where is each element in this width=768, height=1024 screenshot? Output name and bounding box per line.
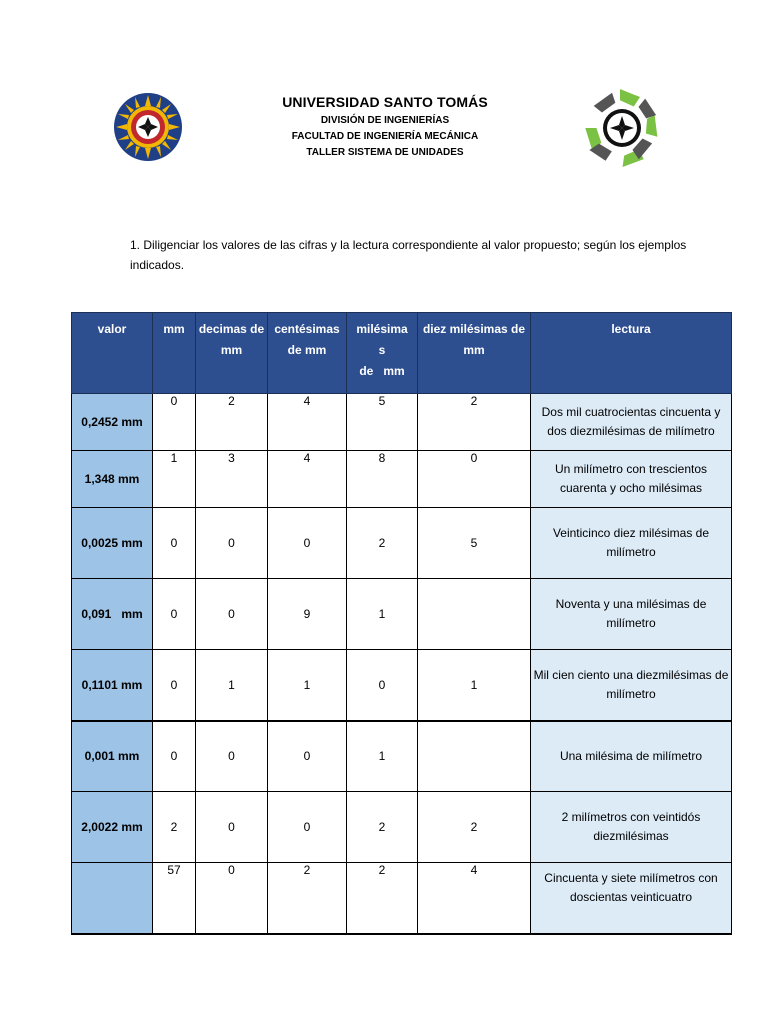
cell-diez-milesimas: 1 (418, 650, 531, 721)
header-diez-milesimas: diez milésimas de mm (418, 313, 531, 394)
table-row (72, 579, 732, 650)
cell-mm: 0 (153, 721, 196, 792)
instruction-text: 1. Diligenciar los valores de las cifras y la lectura correspondiente al valor propuesto; según los ejemplos indicados. (130, 238, 687, 272)
header-text-block (230, 94, 540, 161)
cell-diez-milesimas (418, 721, 531, 792)
cell-decimas: 0 (196, 863, 268, 934)
cell-milesimas: 1 (347, 721, 418, 792)
header-milesimas-line3: de mm (359, 364, 405, 378)
cell-valor (72, 863, 153, 934)
cell-lectura: Veinticinco diez milésimas de milímetro (531, 508, 732, 579)
header-mm: mm (153, 313, 196, 394)
cell-diez-milesimas (418, 579, 531, 650)
cell-mm: 0 (153, 650, 196, 721)
cell-decimas: 0 (196, 579, 268, 650)
cell-milesimas: 5 (347, 394, 418, 451)
cell-milesimas: 2 (347, 792, 418, 863)
faculty-line: FACULTAD DE INGENIERÍA MECÁNICA (291, 131, 479, 142)
cell-valor: 0,001 mm (72, 721, 153, 792)
cell-decimas: 0 (196, 508, 268, 579)
cell-centesimas: 4 (268, 394, 347, 451)
cell-mm: 0 (153, 508, 196, 579)
header-centesimas: centésimas de mm (268, 313, 347, 394)
cell-valor: 0,2452 mm (72, 394, 153, 451)
cell-decimas: 2 (196, 394, 268, 451)
cell-diez-milesimas: 4 (418, 863, 531, 934)
university-title: UNIVERSIDAD SANTO TOMÁS (282, 94, 488, 110)
cell-centesimas: 0 (268, 721, 347, 792)
cell-decimas: 0 (196, 792, 268, 863)
header-milesimas-line2: s (378, 343, 386, 357)
cell-mm: 0 (153, 579, 196, 650)
cell-centesimas: 0 (268, 792, 347, 863)
units-table (71, 312, 732, 935)
cell-milesimas: 2 (347, 508, 418, 579)
cell-decimas: 1 (196, 650, 268, 721)
cell-centesimas: 0 (268, 508, 347, 579)
cell-milesimas: 0 (347, 650, 418, 721)
table-row (72, 451, 732, 508)
cell-milesimas: 2 (347, 863, 418, 934)
header-lectura: lectura (531, 313, 732, 394)
cell-mm: 57 (153, 863, 196, 934)
faculty-gear-logo (583, 88, 661, 168)
header-valor: valor (72, 313, 153, 394)
cell-valor: 0,091 mm (72, 579, 153, 650)
cell-diez-milesimas: 5 (418, 508, 531, 579)
cell-decimas: 0 (196, 721, 268, 792)
cell-milesimas: 8 (347, 451, 418, 508)
table-row (72, 792, 732, 863)
header-milesimas-line1: milésima (356, 322, 408, 336)
header-milesimas (347, 313, 418, 394)
cell-mm: 2 (153, 792, 196, 863)
cell-diez-milesimas: 2 (418, 394, 531, 451)
table-row (72, 508, 732, 579)
cell-valor: 1,348 mm (72, 451, 153, 508)
cell-diez-milesimas: 0 (418, 451, 531, 508)
cell-lectura: Una milésima de milímetro (531, 721, 732, 792)
cell-diez-milesimas: 2 (418, 792, 531, 863)
table-row (72, 394, 732, 451)
cell-lectura: Noventa y una milésimas de milímetro (531, 579, 732, 650)
table-header-row (72, 313, 732, 394)
header-decimas: decimas de mm (196, 313, 268, 394)
cell-valor: 0,0025 mm (72, 508, 153, 579)
cell-decimas: 3 (196, 451, 268, 508)
cell-centesimas: 1 (268, 650, 347, 721)
cell-valor: 0,1101 mm (72, 650, 153, 721)
cell-mm: 0 (153, 394, 196, 451)
division-line: DIVISIÓN DE INGENIERÍAS (320, 115, 450, 126)
university-seal-logo (113, 92, 183, 162)
workshop-line: TALLER SISTEMA DE UNIDADES (306, 147, 464, 158)
cell-centesimas: 2 (268, 863, 347, 934)
table-row (72, 721, 732, 792)
document-header (0, 88, 768, 178)
cell-lectura: 2 milímetros con veintidós diezmilésimas (531, 792, 732, 863)
cell-lectura: Mil cien ciento una diezmilésimas de milímetro (531, 650, 732, 721)
cell-centesimas: 9 (268, 579, 347, 650)
cell-lectura: Dos mil cuatrocientas cincuenta y dos diezmilésimas de milímetro (531, 394, 732, 451)
cell-valor: 2,0022 mm (72, 792, 153, 863)
cell-lectura: Cincuenta y siete milímetros con doscientas veinticuatro (531, 863, 732, 934)
cell-milesimas: 1 (347, 579, 418, 650)
table-row (72, 863, 732, 934)
cell-lectura: Un milímetro con trescientos cuarenta y ocho milésimas (531, 451, 732, 508)
table-row (72, 650, 732, 721)
cell-mm: 1 (153, 451, 196, 508)
cell-centesimas: 4 (268, 451, 347, 508)
